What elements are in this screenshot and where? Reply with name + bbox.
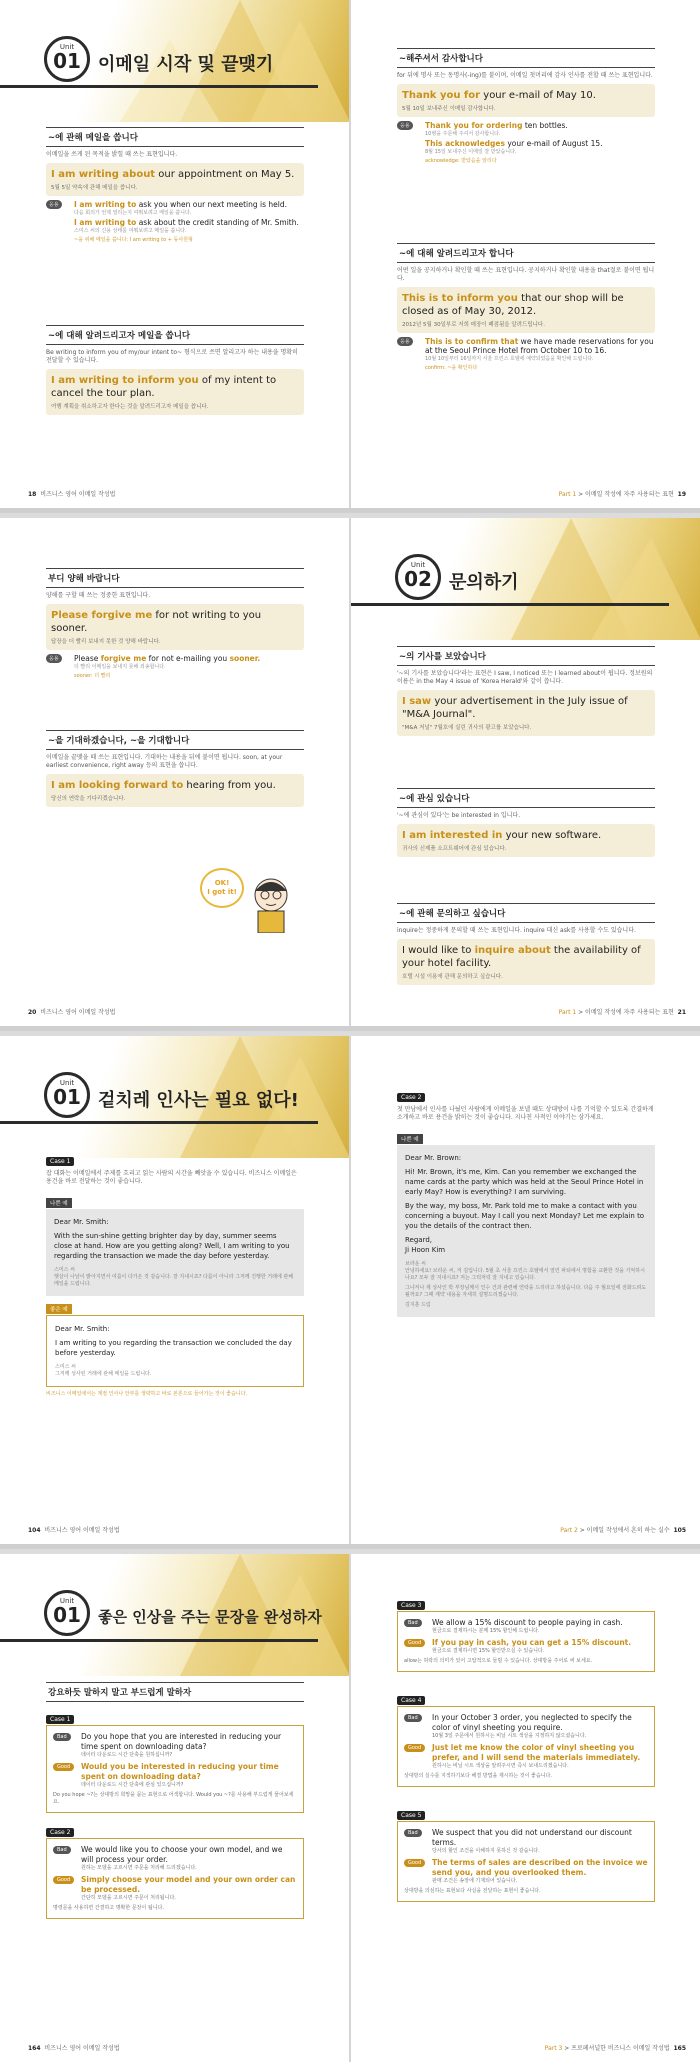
page-footer: 18 비즈니스 영어 이메일 작성법 <box>28 491 116 498</box>
case-tag: Case 3 <box>397 1601 425 1610</box>
cases-3-5 <box>397 1592 655 1908</box>
good-example-label: 좋은 예 <box>46 1304 72 1314</box>
key-sentence: I saw your advertisement in the July issue of "M&A Journal". "M&A 저널" 7월호에 실린 귀사의 광고를 보았습니다. <box>397 690 655 736</box>
section-inquire <box>397 903 655 989</box>
section-heading: ~해주셔서 감사합니다 <box>397 48 655 68</box>
spread-3 <box>0 1036 700 1549</box>
section-interested <box>397 788 655 861</box>
section-heading: ~에 관해 메일을 씁니다 <box>46 127 304 147</box>
section-description: 이메일을 끝맺을 때 쓰는 표현입니다. 기대하는 내용을 뒤에 붙이면 됩니다. soon, at your earliest convenience, right away 등의 표현을 씁니다. <box>46 754 283 769</box>
section-description: 어떤 일을 공지하거나 확인할 때 쓰는 표현입니다. 공지하거나 확인할 내용을 that절로 붙이면 됩니다. <box>397 267 655 282</box>
unit-title: 문의하기 <box>449 572 519 593</box>
key-sentence: I would like to inquire about the availability of your hotel facility. 호텔 시설 이용에 관해 문의하고 싶습니다. <box>397 939 655 985</box>
case-3-box: Bad We allow a 15% discount to people paying in cash. 현금으로 결제하시는 분께 15% 할인해 드립니다. Good If you pay in cash, you can get a 15% discount. 현금으로 결제하시면 15% 할인받으실 수 있습니다. allow는 허락의 의미가 있어 고압적으로 들릴 수 있습니다. 상대방을 주어로 써 보세요. <box>397 1611 655 1672</box>
section-writing-about <box>46 127 304 247</box>
case-4-box: Bad In your October 3 order, you neglected to specify the color of vinyl sheeting you require. 10월 3일 주문에서 원하시는 비닐 시트 색상을 지정하지 않으셨습니다. Good Just let me know the color of vinyl sheeting you prefer, and I will send the materials immediately. 원하시는 비닐 시트 색상을 알려주시면 즉시 보내드리겠습니다. 상대방의 실수를 지적하기보다 해결 방법을 제시하는 것이 좋습니다. <box>397 1706 655 1787</box>
case-tag: Case 1 <box>46 1715 74 1724</box>
page-20 <box>0 518 349 1026</box>
case-tag: Case 5 <box>397 1811 425 1820</box>
page-footer: Part 3 > 프로페셔널한 비즈니스 이메일 작성법 165 <box>544 2045 686 2052</box>
section-description: inquire는 정중하게 문의할 때 쓰는 표현입니다. inquire 대신 ask를 사용할 수도 있습니다. <box>397 927 636 934</box>
page-19 <box>351 0 700 508</box>
section-heading: ~에 관해 문의하고 싶습니다 <box>397 903 655 923</box>
section-description: '~에 관심이 있다'는 be interested in 입니다. <box>397 812 521 819</box>
example-block: 응용 I am writing to ask you when our next meeting is held. 다음 회의가 언제 열리는지 여쭤보려고 메일을 씁니다. I am writing to ask about the credit standing of Mr. Smith. 스미스 씨의 신용 상태를 여쭤보려고 메일을 씁니다. ~을 위해 메일을 씁니다: I am writing to + 동사원형 <box>46 200 304 243</box>
bad-example-label: 나쁜 예 <box>397 1134 423 1144</box>
page-165 <box>351 1554 700 2062</box>
unit-badge: Unit 01 <box>44 1072 90 1118</box>
section-heading: ~에 대해 알려드리고자 합니다 <box>397 243 655 263</box>
bad-example-label: 나쁜 예 <box>46 1198 72 1208</box>
page-105 <box>351 1036 700 1544</box>
unit-title: 이메일 시작 및 끝맺기 <box>98 54 274 75</box>
key-sentence: This is to inform you that our shop will be closed as of May 30, 2012. 2012년 5월 30일부로 저희 매장이 폐점됨을 알려드립니다. <box>397 287 655 333</box>
page-footer: Part 1 > 이메일 작성에 자주 사용되는 표현 21 <box>558 1009 686 1016</box>
page-footer: 20 비즈니스 영어 이메일 작성법 <box>28 1009 116 1016</box>
page-18 <box>0 0 349 508</box>
section-heading: ~에 관심 있습니다 <box>397 788 655 808</box>
case-2-box: Bad We would like you to choose your own model, and we will process your order. 원하는 모델을 고르시면 주문을 처리해 드리겠습니다. Good Simply choose your model and your own order can be processed. 간단히 모델을 고르시면 주문이 처리됩니다. 명령문을 사용하면 간결하고 명확한 문장이 됩니다. <box>46 1838 304 1919</box>
page-footer: 164 비즈니스 영어 이메일 작성법 <box>28 2045 120 2052</box>
page-164 <box>0 1554 349 2062</box>
case-1: Case 1 잡 대화는 이메일에서 주제를 흐리고 읽는 사람의 시간을 빼앗을 수 있습니다. 비즈니스 이메일은 용건을 바로 전달하는 것이 좋습니다. 나쁜 예 Dear Mr. Smith: With the sun-shine getting brighter day by day, summer seems close at hand. How are you getting along? Well, I am writing to you regarding the transaction we made the day before yesterday. 스미스 씨 햇살이 나날이 밝아지면서 여름이 다가온 것 같습니다. 잘 지내시죠? 다름이 아니라 그저께 진행한 거래에 관해 메일을 드립니다. 좋은 예 Dear Mr. Smith: I am writing to you regarding the transaction we concluded the day before yesterday. 스미스 씨 그저께 성사된 거래에 관해 메일을 드립니다. 비즈니스 이메일에서는 계절 인사나 안부를 생략하고 바로 본론으로 들어가는 것이 좋습니다. <box>46 1148 304 1398</box>
section-heading: 강요하듯 말하지 말고 부드럽게 말하자 <box>46 1682 304 1702</box>
key-sentence: I am writing about our appointment on May 5. 5월 5일 약속에 관해 메일을 씁니다. <box>46 163 304 196</box>
example-block: 응용 This is to confirm that we have made reservations for you at the Seoul Prince Hotel from October 10 to 16. 10월 10일부터 16일까지 서울 프린스 호텔에 예약되었음을 확인해 드립니다. confirm: ~을 확인하다 <box>397 337 655 371</box>
key-sentence: Please forgive me for not writing to you sooner. 답장을 더 빨리 보내지 못한 것 양해 바랍니다. <box>46 604 304 650</box>
key-sentence: I am writing to inform you of my intent to cancel the tour plan. 여행 계획을 취소하고자 한다는 것을 알려드리고자 메일을 씁니다. <box>46 369 304 415</box>
unit-title: 겉치레 인사는 필요 없다! <box>98 1090 299 1111</box>
section-heading: ~을 기대하겠습니다, ~을 기대합니다 <box>46 730 304 750</box>
example-block: 응용 Please forgive me for not e-mailing you sooner. 더 빨리 이메일을 보내지 못해 죄송합니다. sooner: 더 빨리 <box>46 654 304 679</box>
section-forgive <box>46 568 304 683</box>
case-5-box: Bad We suspect that you did not understand our discount terms. 당사의 할인 조건을 이해하지 못하신 것 같습니다. Good The terms of sales are described on the invoice we send you, and you overlooked them. 판매 조건은 송장에 기재되어 있습니다. 상대방을 의심하는 표현보다 사실을 전달하는 표현이 좋습니다. <box>397 1821 655 1902</box>
bad-letter: Dear Mr. Smith: With the sun-shine getting brighter day by day, summer seems close at hand. How are you getting along? Well, I am writing to you regarding the transaction we made the day before yesterday. 스미스 씨 햇살이 나날이 밝아지면서 여름이 다가온 것 같습니다. 잘 지내시죠? 다름이 아니라 그저께 진행한 거래에 관해 메일을 드립니다. <box>46 1209 304 1296</box>
spread-4 <box>0 1554 700 2072</box>
section-soft-tone <box>46 1682 304 1925</box>
case-tag: Case 2 <box>397 1093 425 1102</box>
speech-bubble: OK! I got it! <box>200 868 244 908</box>
spread-2 <box>0 518 700 1031</box>
section-heading: ~의 기사를 보았습니다 <box>397 646 655 666</box>
section-heading: ~에 대해 알려드리고자 메일을 씁니다 <box>46 325 304 345</box>
section-heading: 부디 양해 바랍니다 <box>46 568 304 588</box>
unit-header <box>0 1588 322 1642</box>
unit-header <box>0 1070 318 1124</box>
section-description: Be writing to inform you of my/our intent to~ 형식으로 쓰면 알리고자 하는 내용을 명확히 전달할 수 있습니다. <box>46 349 298 364</box>
case-2: Case 2 첫 만남에서 인사를 나눴던 사람에게 이메일을 보낼 때도 상대방이 나를 기억할 수 있도록 간결하게 소개하고 바로 용건을 밝히는 것이 좋습니다. 지나친 사적인 이야기는 삼가세요. 나쁜 예 Dear Mr. Brown: Hi! Mr. Brown, it's me, Kim. Can you remember we exchanged the name cards at the party which was held at the Seoul Prince Hotel in early May? How is everything? I am surviving. By the way, my boss, Mr. Park told me to make a contact with you concerning a buyout. May I call you next Monday? Let me explain to you the details of the contract then. Regard, Ji Hoon Kim 브라운 씨 안녕하세요! 브라운 씨, 저 김입니다. 5월 초 서울 프린스 호텔에서 열린 파티에서 명함을 교환한 것을 기억하시나요? 모두 잘 지내시죠? 저는 그럭저럭 잘 지내고 있습니다. 그나저나 제 상사인 박 부장님께서 인수 건과 관련해 연락을 드리라고 하셨습니다. 다음 주 월요일에 전화드려도 될까요? 그때 계약 내용을 자세히 설명드리겠습니다. 김지훈 드림 <box>397 1084 655 1317</box>
key-sentence: Thank you for your e-mail of May 10. 5월 10일 보내주신 이메일 감사합니다. <box>397 84 655 117</box>
case-tag: Case 2 <box>46 1828 74 1837</box>
unit-badge: Unit 02 <box>395 554 441 600</box>
section-inform <box>397 243 655 375</box>
spread-1 <box>0 0 700 513</box>
good-letter: Dear Mr. Smith: I am writing to you regarding the transaction we concluded the day before yesterday. 스미스 씨 그저께 성사된 거래에 관해 메일을 드립니다. <box>46 1315 304 1387</box>
page-21 <box>351 518 700 1026</box>
page-footer: Part 2 > 이메일 작성에서 흔히 하는 실수 105 <box>560 1527 686 1534</box>
section-description: 양해를 구할 때 쓰는 정중한 표현입니다. <box>46 592 151 599</box>
example-block: 응용 Thank you for ordering ten bottles. 10병을 주문해 주셔서 감사합니다. This acknowledges your e-mail of August 15. 8월 15일 보내주신 이메일 잘 받았습니다. acknowledge: 받았음을 알리다 <box>397 121 655 164</box>
unit-header <box>351 552 669 606</box>
page-104 <box>0 1036 349 1544</box>
section-saw-article <box>397 646 655 740</box>
section-description: '~의 기사를 보았습니다'라는 표현은 I saw, I noticed 또는 I learned about이 됩니다. 정보원의 이름은 in the May 4 issue of 'Korea Herald'와 같이 씁니다. <box>397 670 653 685</box>
case-1-box: Bad Do you hope that you are interested in reducing your time spent on downloading data? 데이터 다운로드 시간 단축을 원하십니까? Good Would you be interested in reducing your time spent on downloading data? 데이터 다운로드 시간 단축에 관심 있으십니까? Do you hope ~?는 상대방의 희망을 묻는 표현으로 어색합니다. Would you ~?를 사용해 부드럽게 물어보세요. <box>46 1725 304 1813</box>
page-footer: Part 1 > 이메일 작성에 자주 사용되는 표현 19 <box>558 491 686 498</box>
key-sentence: I am looking forward to hearing from you. 당신의 연락을 기다리겠습니다. <box>46 774 304 807</box>
section-looking-forward <box>46 730 304 811</box>
section-description: for 뒤에 명사 또는 동명사(-ing)를 붙이며, 이메일 첫머리에 감사 인사를 전할 때 쓰는 표현입니다. <box>397 72 653 79</box>
example-tag: 응용 <box>46 200 62 209</box>
unit-title: 좋은 인상을 주는 문장을 완성하자 <box>98 1608 322 1626</box>
section-thank-you <box>397 48 655 168</box>
unit-badge: Unit 01 <box>44 36 90 82</box>
case-tag: Case 1 <box>46 1157 74 1166</box>
bad-letter: Dear Mr. Brown: Hi! Mr. Brown, it's me, Kim. Can you remember we exchanged the name cards at the party which was held at the Seoul Prince Hotel in early May? How is everything? I am surviving. By the way, my boss, Mr. Park told me to make a contact with you concerning a buyout. May I call you next Monday? Let me explain to you the details of the contract then. Regard, Ji Hoon Kim 브라운 씨 안녕하세요! 브라운 씨, 저 김입니다. 5월 초 서울 프린스 호텔에서 열린 파티에서 명함을 교환한 것을 기억하시나요? 모두 잘 지내시죠? 저는 그럭저럭 잘 지내고 있습니다. 그나저나 제 상사인 박 부장님께서 인수 건과 관련해 연락을 드리라고 하셨습니다. 다음 주 월요일에 전화드려도 될까요? 그때 계약 내용을 자세히 설명드리겠습니다. 김지훈 드림 <box>397 1145 655 1317</box>
unit-header <box>0 34 318 88</box>
section-inform-intent <box>46 325 304 419</box>
unit-badge: Unit 01 <box>44 1590 90 1636</box>
key-sentence: I am interested in your new software. 귀사의 신제품 소프트웨어에 관심 있습니다. <box>397 824 655 857</box>
page-footer: 104 비즈니스 영어 이메일 작성법 <box>28 1527 120 1534</box>
cartoon-character-illustration <box>246 873 296 933</box>
section-description: 이메일을 쓰게 된 목적을 밝힐 때 쓰는 표현입니다. <box>46 151 178 158</box>
case-tag: Case 4 <box>397 1696 425 1705</box>
